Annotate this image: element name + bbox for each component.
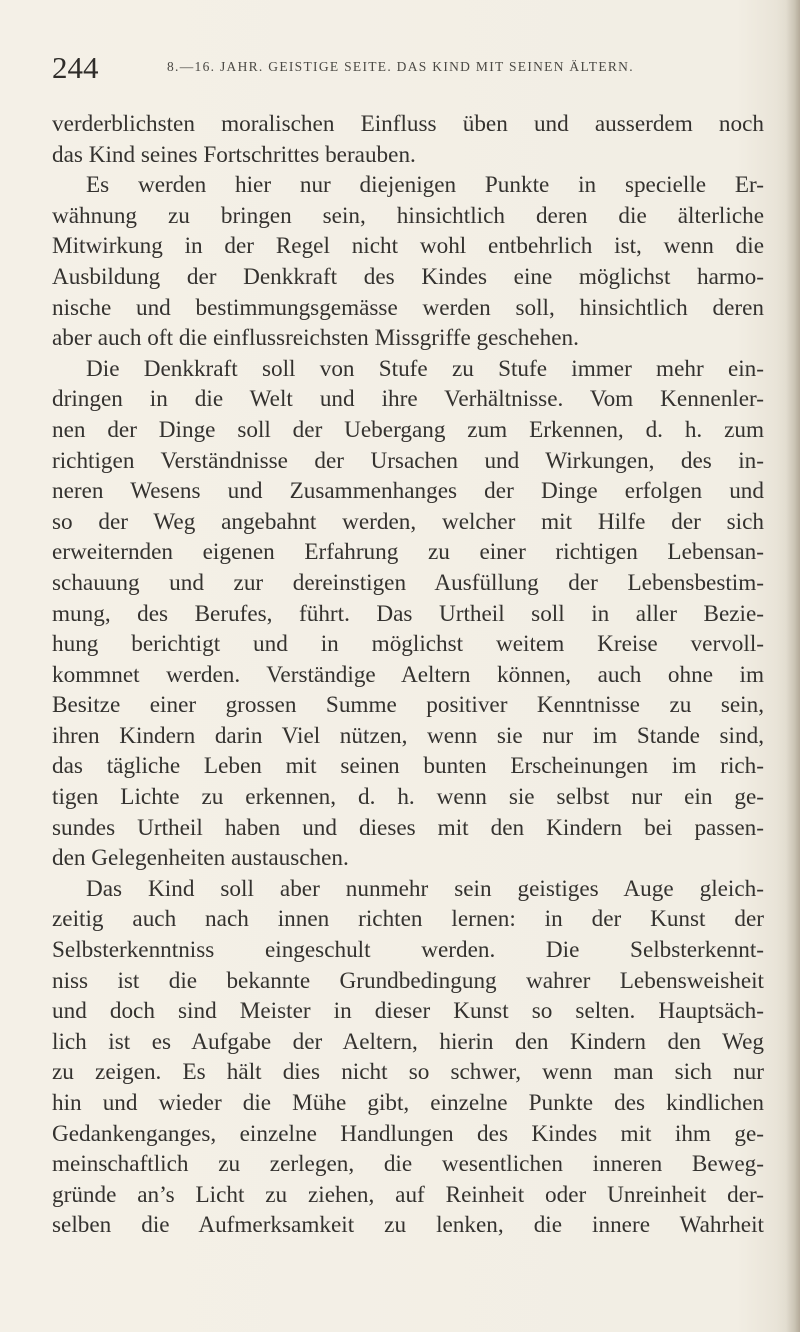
text-line: Gedankenganges, einzelne Handlungen des Kindes mit ihm ge- (52, 1120, 764, 1147)
text-line: Besitze einer grossen Summe positiver Kenntnisse zu sein, (52, 692, 764, 719)
page-number: 244 (52, 50, 99, 85)
page-header (52, 48, 752, 88)
text-line: tigen Lichte zu erkennen, d. h. wenn sie selbst nur ein ge- (52, 784, 764, 811)
text-line: richtigen Verständnisse der Ursachen und Wirkungen, des in- (52, 447, 764, 474)
text-line: hin und wieder die Mühe gibt, einzelne Punkte des kindlichen (52, 1090, 764, 1116)
text-line: Selbsterkenntniss eingeschult werden. Die Selbsterkennt- (52, 937, 764, 964)
text-line: nen der Dinge soll der Uebergang zum Erkennen, d. h. zum (52, 416, 764, 443)
text-line: Die Denkkraft soll von Stufe zu Stufe immer mehr ein- (86, 355, 764, 382)
text-line: erweiternden eigenen Erfahrung zu einer richtigen Lebensan- (52, 539, 764, 566)
text-line: meinschaftlich zu zerlegen, die wesentlichen inneren Beweg- (52, 1151, 764, 1178)
text-line: dringen in die Welt und ihre Verhältnisse. Vom Kennenler- (52, 386, 764, 413)
text-line: niss ist die bekannte Grundbedingung wahrer Lebensweisheit (52, 967, 764, 994)
text-line: so der Weg angebahnt werden, welcher mit Hilfe der sich (52, 508, 764, 535)
text-line: sundes Urtheil haben und dieses mit den Kindern bei passen- (52, 814, 764, 841)
text-line: das Kind seines Fortschrittes berauben. (52, 141, 416, 168)
text-line: hung berichtigt und in möglichst weitem Kreise vervoll- (52, 631, 764, 658)
text-line: den Gelegenheiten austauschen. (52, 845, 349, 872)
text-line: Das Kind soll aber nunmehr sein geistiges Auge gleich- (86, 875, 764, 902)
text-line: zeitig auch nach innen richten lernen: in der Kunst der (52, 906, 764, 933)
text-line: verderblichsten moralischen Einfluss üben und ausserdem noch (52, 111, 764, 137)
body-text (52, 109, 764, 1241)
text-line: Es werden hier nur diejenigen Punkte in specielle Er- (86, 172, 764, 199)
text-line: gründe an’s Licht zu ziehen, auf Reinheit oder Unreinheit der- (52, 1181, 764, 1208)
page-edge-shadow (786, 0, 800, 1332)
running-head: 8.—16. JAHR. GEISTIGE SEITE. DAS KIND MIT SEINEN ÄLTERN. (167, 59, 634, 74)
text-line: ihren Kindern darin Viel nützen, wenn sie nur im Stande sind, (52, 722, 764, 749)
text-line: mung, des Berufes, führt. Das Urtheil soll in aller Bezie- (52, 600, 764, 627)
text-line: neren Wesens und Zusammenhanges der Dinge erfolgen und (52, 478, 764, 505)
text-line: selben die Aufmerksamkeit zu lenken, die innere Wahrheit (52, 1212, 764, 1239)
text-line: das tägliche Leben mit seinen bunten Erscheinungen im rich- (52, 753, 764, 780)
text-line: lich ist es Aufgabe der Aeltern, hierin den Kindern den Weg (52, 1028, 764, 1055)
text-line: aber auch oft die einflussreichsten Missgriffe geschehen. (52, 325, 579, 352)
text-line: nische und bestimmungsgemässe werden soll, hinsichtlich deren (52, 294, 764, 321)
text-line: schauung und zur dereinstigen Ausfüllung der Lebensbestim- (52, 569, 764, 596)
text-line: Ausbildung der Denkkraft des Kindes eine möglichst harmo- (52, 263, 764, 290)
text-line: und doch sind Meister in dieser Kunst so selten. Hauptsäch- (52, 998, 764, 1025)
text-line: Mitwirkung in der Regel nicht wohl entbehrlich ist, wenn die (52, 233, 764, 260)
text-line: wähnung zu bringen sein, hinsichtlich deren die älterliche (52, 202, 764, 229)
text-line: zu zeigen. Es hält dies nicht so schwer, wenn man sich nur (52, 1059, 764, 1086)
text-line: kommnet werden. Verständige Aeltern können, auch ohne im (52, 661, 764, 688)
